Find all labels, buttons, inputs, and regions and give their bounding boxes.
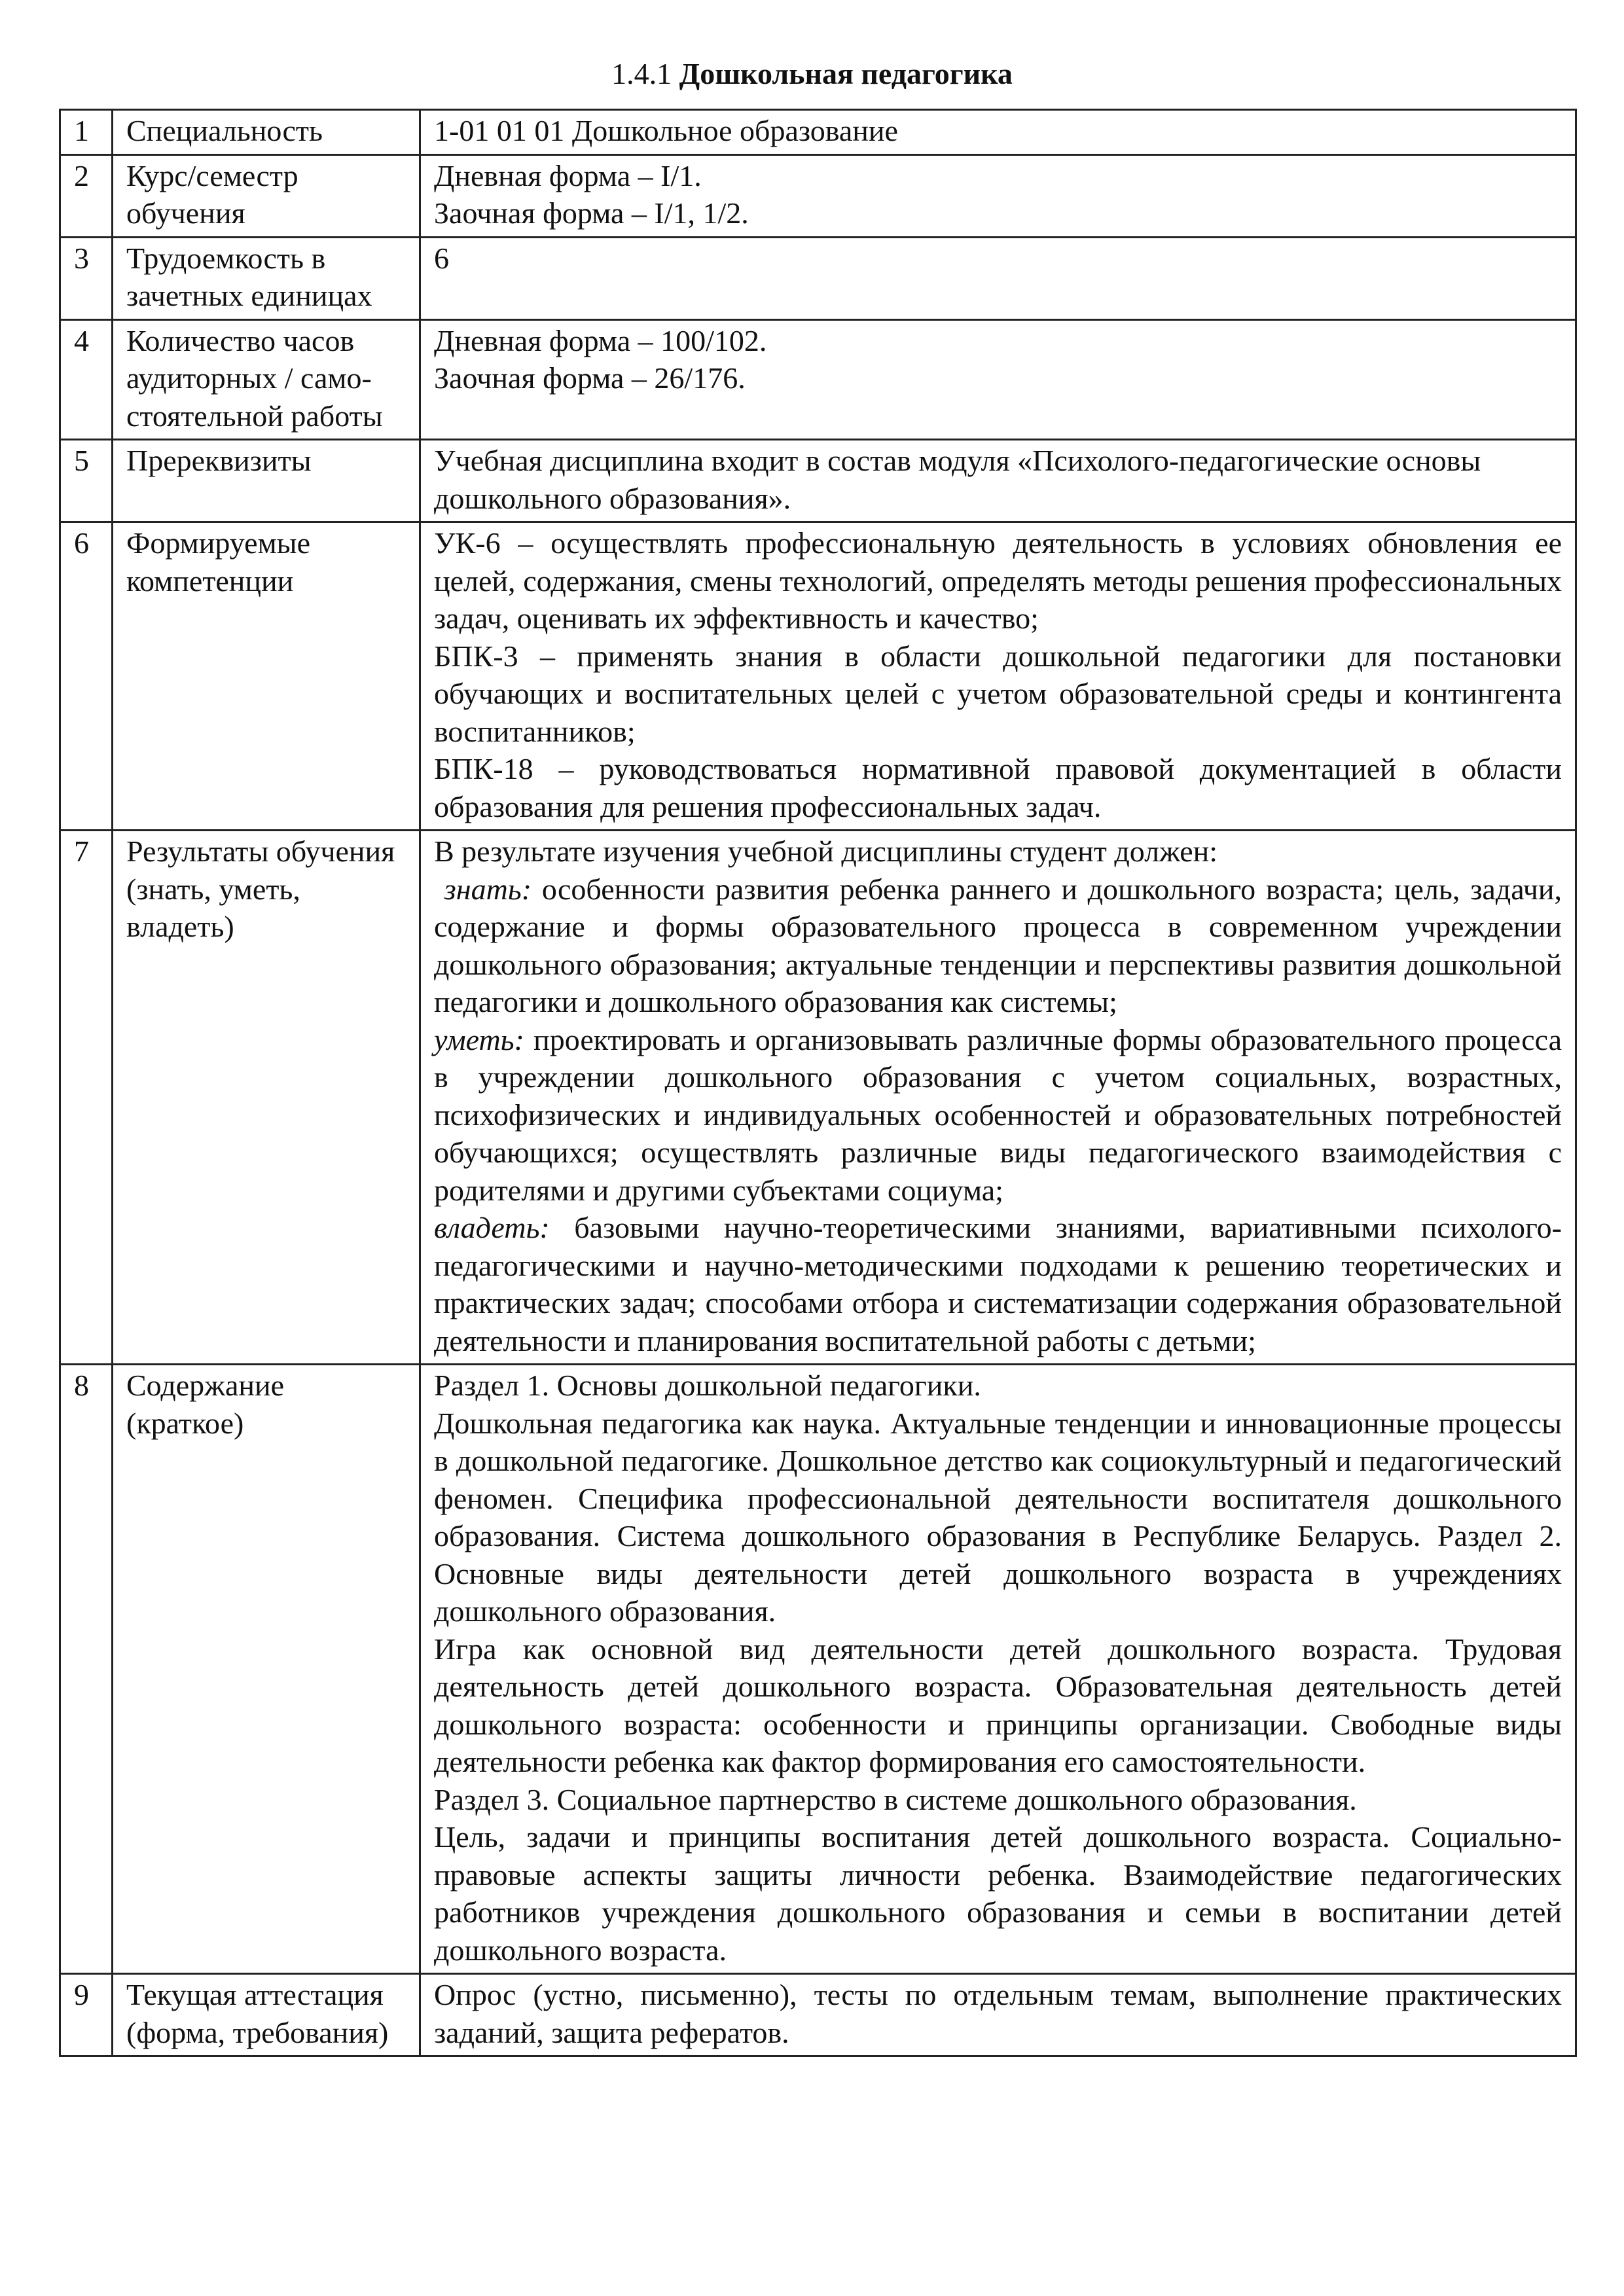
row-number: 9 — [60, 1974, 113, 2056]
content-paragraph: УК-6 – осуществлять профессиональную деятельность в условиях обновления ее целей, содержания, смены технологий, определять методы решения профессиональных задач, оценивать их эффективность и качество; — [434, 526, 1562, 635]
row-content — [420, 110, 1576, 155]
row-content — [420, 319, 1576, 440]
title-number: 1.4.1 — [611, 57, 672, 90]
table-row — [60, 522, 1576, 831]
table-row — [60, 1974, 1576, 2056]
row-number: 1 — [60, 110, 113, 155]
content-paragraph: Дневная форма – 100/102. — [434, 323, 767, 357]
row-label: Количество часов аудиторных / само-стоятельной работы — [113, 319, 420, 440]
content-paragraph: Опрос (устно, письменно), тесты по отдельным темам, выполнение практических заданий, защита рефератов. — [434, 1978, 1562, 2049]
row-label: Пререквизиты — [113, 440, 420, 522]
content-paragraph: В результате изучения учебной дисциплины студент должен: — [434, 834, 1218, 868]
row-content — [420, 440, 1576, 522]
row-label: Специальность — [113, 110, 420, 155]
content-paragraph: Заочная форма – I/1, 1/2. — [434, 196, 749, 230]
content-paragraph: Цель, задачи и принципы воспитания детей дошкольного возраста. Социально-правовые аспекты защиты личности ребенка. Взаимодействие педагогических работников учреждения дошкольного образования и семьи в воспитании детей дошкольного возраста. — [434, 1820, 1562, 1967]
row-label: Результаты обучения (знать, уметь, владеть) — [113, 831, 420, 1365]
row-content — [420, 237, 1576, 319]
table-row — [60, 154, 1576, 237]
row-label: Формируемые компетенции — [113, 522, 420, 831]
title-text: Дошкольная педагогика — [679, 57, 1013, 90]
content-paragraph: БПК-3 – применять знания в области дошкольной педагогики для постановки обучающих и воспитательных целей с учетом образовательной среды и контингента воспитанников; — [434, 639, 1562, 748]
know-term: знать: — [444, 872, 532, 906]
row-number: 5 — [60, 440, 113, 522]
content-paragraph: Учебная дисциплина входит в состав модуля «Психолого-педагогические основы дошкольного образования». — [434, 444, 1481, 515]
row-label: Трудоемкость в зачетных единицах — [113, 237, 420, 319]
content-paragraph — [434, 870, 1562, 1021]
row-number: 3 — [60, 237, 113, 319]
can-term: уметь: — [434, 1022, 524, 1056]
table-row — [60, 440, 1576, 522]
table-row — [60, 319, 1576, 440]
row-label: Текущая аттестация (форма, требования) — [113, 1974, 420, 2056]
row-content — [420, 1974, 1576, 2056]
content-paragraph — [434, 1209, 1562, 1359]
row-content — [420, 522, 1576, 831]
content-paragraph: Раздел 3. Социальное партнерство в системе дошкольного образования. — [434, 1782, 1357, 1816]
row-label: Содержание (краткое) — [113, 1365, 420, 1974]
row-content — [420, 1365, 1576, 1974]
know-text: особенности развития ребенка раннего и дошкольного возраста; цель, задачи, содержание и формы образовательного процесса в современном учреждении дошкольного образования; актуальные тенденции и перспективы развития дошкольной педагогики и дошкольного образования как системы; — [434, 872, 1562, 1018]
row-label: Курс/семестр обучения — [113, 154, 420, 237]
own-text: базовыми научно-теоретическими знаниями, вариативными психолого-педагогическими и научно-методическими подходами к решению теоретических и практических задач; способами отбора и систематизации содержания образовательной деятельности и планирования воспитательной работы с детьми; — [434, 1211, 1562, 1357]
row-number: 8 — [60, 1365, 113, 1974]
content-paragraph — [434, 1021, 1562, 1210]
content-paragraph: БПК-18 – руководствоваться нормативной правовой документацией в области образования для решения профессиональных задач. — [434, 752, 1562, 823]
table-row — [60, 110, 1576, 155]
page-title — [0, 54, 1624, 94]
content-paragraph: Дневная форма – I/1. — [434, 158, 702, 192]
content-paragraph: Раздел 1. Основы дошкольной педагогики. — [434, 1369, 981, 1402]
row-number: 6 — [60, 522, 113, 831]
row-number: 4 — [60, 319, 113, 440]
content-paragraph: 1-01 01 01 Дошкольное образование — [434, 114, 898, 147]
can-text: проектировать и организовывать различные формы образовательного процесса в учреждении дошкольного образования с учетом социальных, возрастных, психофизических и индивидуальных особенностей и образовательных потребностей обучающихся; осуществлять различные виды педагогического взаимодействия с родителями и другими субъектами социума; — [434, 1022, 1562, 1207]
content-paragraph: Игра как основной вид деятельности детей дошкольного возраста. Трудовая деятельность детей дошкольного возраста. Образовательная деятельность детей дошкольного возраста: особенности и принципы организации. Свободные виды деятельности ребенка как фактор формирования его самостоятельности. — [434, 1632, 1562, 1778]
row-number: 7 — [60, 831, 113, 1365]
table-row — [60, 831, 1576, 1365]
syllabus-table — [59, 109, 1577, 2057]
content-paragraph: 6 — [434, 241, 449, 275]
table-row — [60, 1365, 1576, 1974]
content-paragraph: Заочная форма – 26/176. — [434, 361, 746, 395]
row-content — [420, 831, 1576, 1365]
row-content — [420, 154, 1576, 237]
own-term: владеть: — [434, 1211, 550, 1244]
content-paragraph: Дошкольная педагогика как наука. Актуальные тенденции и инновационные процессы в дошкольной педагогике. Дошкольное детство как социокультурный и педагогический феномен. Специфика профессиональной деятельности воспитателя дошкольного образования. Система дошкольного образования в Республике Беларусь. Раздел 2. Основные виды деятельности детей дошкольного возраста в учреждениях дошкольного образования. — [434, 1406, 1562, 1628]
row-number: 2 — [60, 154, 113, 237]
table-row — [60, 237, 1576, 319]
